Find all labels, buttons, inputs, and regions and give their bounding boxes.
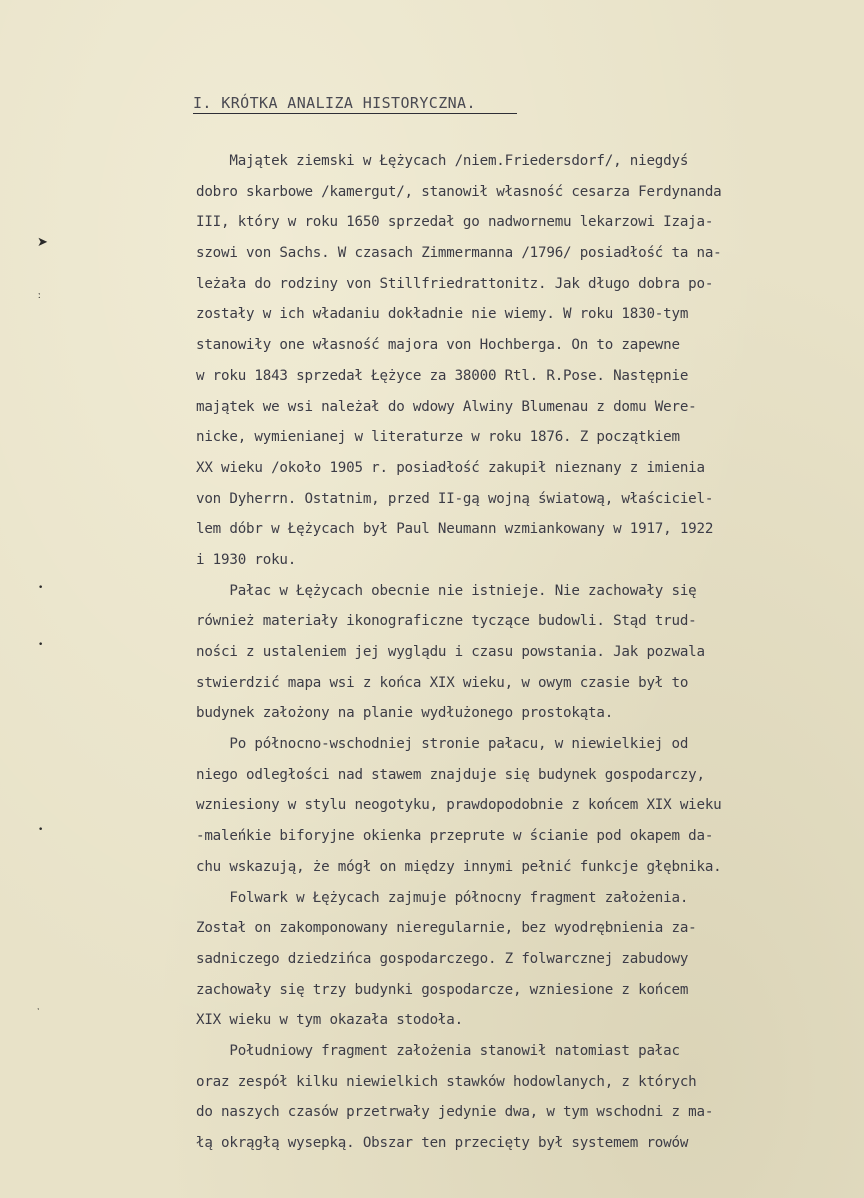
text-line: Folwark w Łężycach zajmuje północny fragment założenia. — [196, 889, 689, 906]
text-line: von Dyherrn. Ostatnim, przed II-gą wojną światową, właściciel- — [196, 490, 714, 507]
paragraph-outbuilding — [196, 729, 836, 882]
margin-mark: • — [38, 640, 44, 650]
paragraph-palace — [196, 576, 836, 729]
document-heading: I. KRÓTKA ANALIZA HISTORYCZNA. — [193, 94, 517, 114]
text-line: Pałac w Łężycach obecnie nie istnieje. Nie zachowały się — [196, 582, 697, 599]
text-line: i 1930 roku. — [196, 551, 297, 568]
margin-mark: ː — [38, 291, 42, 301]
paragraph-ownership-history — [196, 146, 836, 576]
text-line: Został on zakomponowany nieregularnie, bez wyodrębnienia za- — [196, 920, 697, 937]
text-line: w roku 1843 sprzedał Łężyce za 38000 Rtl. R.Pose. Następnie — [196, 367, 689, 384]
text-line: sadniczego dziedzińca gospodarczego. Z folwarcznej zabudowy — [196, 950, 689, 967]
text-line: XIX wieku w tym okazała stodoła. — [196, 1012, 463, 1029]
text-line: -maleńkie biforyjne okienka przeprute w ścianie pod okapem da- — [196, 828, 714, 845]
margin-mark: • — [38, 825, 44, 835]
text-line: lem dóbr w Łężycach był Paul Neumann wzmiankowany w 1917, 1922 — [196, 521, 714, 538]
text-line: ności z ustaleniem jej wyglądu i czasu powstania. Jak pozwala — [196, 644, 705, 660]
text-line: łą okrągłą wysepką. Obszar ten przecięty był systemem rowów — [196, 1135, 689, 1151]
paragraph-farmstead — [196, 883, 836, 1036]
text-line: budynek założony na planie wydłużonego prostokąta. — [196, 705, 614, 722]
text-line: stanowiły one własność majora von Hochberga. On to zapewne — [196, 337, 680, 354]
margin-mark: • — [38, 583, 44, 593]
text-line: zostały w ich władaniu dokładnie nie wiemy. W roku 1830-tym — [196, 306, 689, 323]
paragraph-southern-part — [196, 1036, 836, 1159]
text-line: Południowy fragment założenia stanowił natomiast pałac — [196, 1042, 680, 1059]
text-line: zachowały się trzy budynki gospodarcze, wzniesione z końcem — [196, 981, 689, 998]
text-line: III, który w roku 1650 sprzedał go nadwornemu lekarzowi Izaja- — [196, 214, 714, 231]
text-line: majątek we wsi należał do wdowy Alwiny Blumenau z domu Were- — [196, 398, 697, 415]
text-line: nicke, wymienianej w literaturze w roku 1876. Z początkiem — [196, 429, 680, 446]
text-line: leżała do rodziny von Stillfriedrattonitz. Jak długo dobra po- — [196, 275, 714, 292]
margin-mark: ˑ — [37, 1006, 41, 1016]
text-line: Majątek ziemski w Łężycach /niem.Friedersdorf/, niegdyś — [196, 153, 689, 169]
margin-mark: ➤ — [37, 235, 48, 250]
text-line: oraz zespół kilku niewielkich stawków hodowlanych, z których — [196, 1073, 697, 1090]
text-line: szowi von Sachs. W czasach Zimmermanna /1796/ posiadłość ta na- — [196, 245, 722, 262]
text-line: wzniesiony w stylu neogotyku, prawdopodobnie z końcem XIX wieku — [196, 797, 722, 814]
document-body — [196, 146, 836, 1159]
text-line: chu wskazują, że mógł on między innymi pełnić funkcje głębnika. — [196, 858, 722, 875]
text-line: dobro skarbowe /kamergut/, stanowił własność cesarza Ferdynanda — [196, 183, 722, 200]
text-line: XX wieku /około 1905 r. posiadłość zakupił nieznany z imienia — [196, 459, 705, 476]
text-line: Po północno-wschodniej stronie pałacu, w niewielkiej od — [196, 736, 689, 753]
text-line: niego odległości nad stawem znajduje się budynek gospodarczy, — [196, 766, 705, 783]
text-line: stwierdzić mapa wsi z końca XIX wieku, w owym czasie był to — [196, 674, 689, 691]
text-line: również materiały ikonograficzne tyczące budowli. Stąd trud- — [196, 613, 697, 630]
text-line: do naszych czasów przetrwały jedynie dwa, w tym wschodni z ma- — [196, 1104, 714, 1121]
